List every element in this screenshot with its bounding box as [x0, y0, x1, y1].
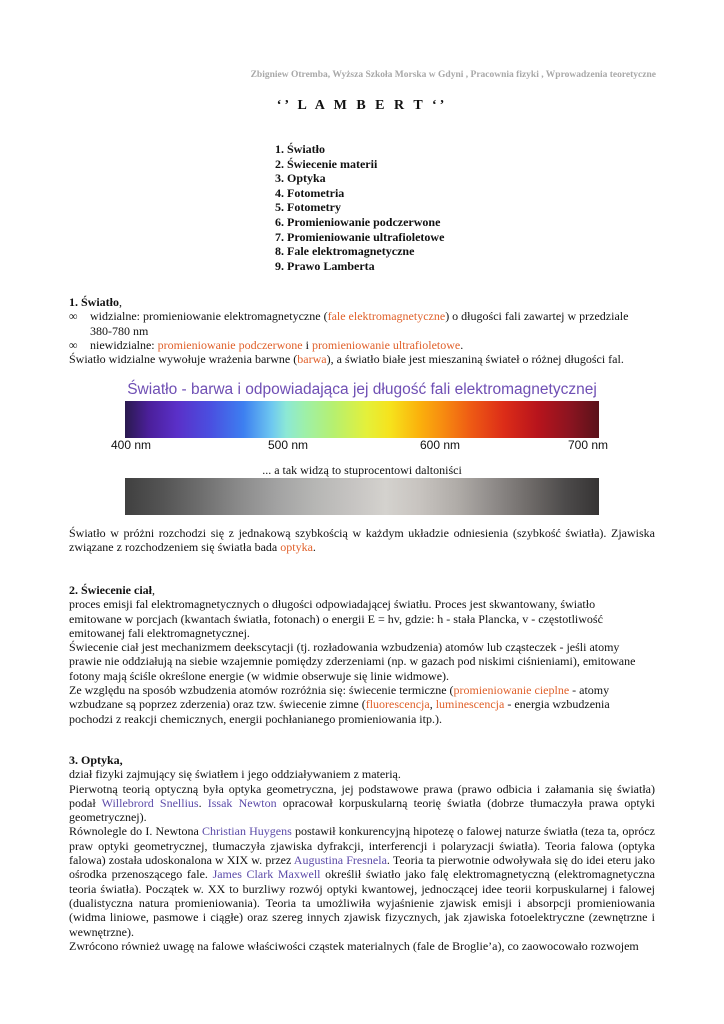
text-line: wzbudzane są poprzez zderzenia) oraz tzw. świecenie zimne (fluorescencja, luminescencja - energia wzbudzenia: [69, 697, 610, 712]
spectrum-label-700: 700 nm: [568, 438, 609, 452]
link-augustina-fresnela[interactable]: Augustina Fresnela: [293, 853, 387, 868]
section-heading: 3. Optyka,: [69, 753, 123, 767]
text-line: Świecenie ciał jest mechanizmem deekscytacji (tj. rozładowania wzbudzenia) atomów lub cząsteczek - jeśli atomy: [69, 640, 620, 655]
paragraph: Pierwotną teorią optyczną była optyka geometryczna, jej podstawowe prawa (prawo odbicia i załamania się światła) podał Willebrord Snellius. Issak Newton opracował korpuskularną teorię światła (dobrze tłumaczyła prawa optyki geometrycznej).: [69, 781, 656, 825]
toc-item: 6. Promieniowanie podczerwone: [275, 214, 441, 229]
text-line: pochodzi z reakcji chemicznych, energii pochłanianego promieniowania itp.).: [69, 711, 442, 726]
bullet-visible-range: 380-780 nm: [90, 323, 149, 338]
link-promieniowanie-ultrafioletowe[interactable]: promieniowanie ultrafioletowe: [311, 337, 461, 352]
toc-item: 4. Fotometria: [275, 185, 345, 200]
toc-item: 7. Promieniowanie ultrafioletowe: [275, 229, 445, 244]
text-line: fotony mają ściśle określone energie (w widmie obserwuje się linie widmowe).: [69, 668, 450, 683]
infinity-bullet-icon: ∞: [69, 309, 78, 324]
page-header: Zbigniew Otremba, Wyższa Szkoła Morska w Gdyni , Pracownia fizyki , Wprowadzenia teoretyczne: [250, 70, 656, 80]
toc-item: 9. Prawo Lamberta: [275, 258, 375, 273]
text-line: emitowanej fali elektromagnetycznej.: [69, 625, 250, 640]
text-line: prawie nie oddziałują na siebie wzajemnie pomiędzy zderzeniami (np. w gazach pod niskimi ciśnieniami), emitowane: [69, 654, 636, 669]
paragraph-light-speed: Światło w próżni rozchodzi się z jednakową szybkością w każdym układzie odniesienia (szybkość światła). Zjawiska związane z rozchodzeniem się światła bada optyka.: [69, 526, 655, 555]
toc-item: 2. Świecenie materii: [275, 156, 378, 171]
section-swiecenie-cial: [69, 583, 655, 726]
table-of-contents: [275, 142, 444, 273]
text-line: proces emisji fal elektromagnetycznych o długości odpowiadającej światłu. Proces jest skwantowany, światło: [69, 597, 596, 612]
paragraph: Światło widzialne wywołuje wrażenia barwne (barwa), a światło białe jest mieszaniną świateł o różnej długości fal.: [69, 352, 624, 367]
spectrum-label-600: 600 nm: [420, 438, 461, 452]
daltonist-caption: ... a tak widzą to stuprocentowi daltoniści: [262, 463, 462, 477]
link-christian-huygens[interactable]: Christian Huygens: [201, 824, 292, 839]
spectrum-label-400: 400 nm: [111, 438, 152, 452]
link-promieniowanie-podczerwone[interactable]: promieniowanie podczerwone: [157, 337, 303, 352]
document-title: ‘’ L A M B E R T ‘’: [276, 98, 448, 113]
toc-item: 3. Optyka: [275, 171, 326, 186]
text-line: Zwrócono również uwagę na falowe właściwości cząstek materialnych (fale de Broglie’a), co zaowocowało rozwojem: [69, 938, 639, 953]
link-issak-newton[interactable]: Issak Newton: [207, 795, 277, 810]
text-line: Ze względu na sposób wzbudzenia atomów rozróżnia się: świecenie termiczne (promieniowanie cieplne - atomy: [69, 683, 610, 698]
toc-item: 1. Światło: [275, 142, 326, 156]
section-swiatlo: [69, 295, 655, 366]
section-heading: 2. Świecenie ciał,: [69, 583, 155, 597]
link-fale-elektromagnetyczne[interactable]: fale elektromagnetyczne: [327, 309, 446, 324]
paragraph: Równolegle do I. Newtona Christian Huygens postawił konkurencyjną hipotezę o falowej naturze światła (teza ta, oprócz praw optyki geometrycznej, tłumaczyła zjawiska dyfrakcji, interferencji i polaryzacji światła). Teoria falowa (optyka falowa) została udoskonalona w XIX w. przez Augustina Fresnela. Teoria ta pierwotnie odwoływała się do idei eteru jako ośrodka przenoszącego fale. James Clark Maxwell określił światło jako falę elektromagnetyczną (elektromagnetyczna teoria światła). Początek w. XX to burzliwy rozwój optyki kwantowej, jednoczącej idee teorii korpuskularnej i falowej (dualistyczna natura promieniowania). Teoria ta umożliwiła wyjaśnienie zjawisk emisji i absorpcji promieniowania (widma liniowe, pasmowe i ciągłe) oraz szereg innych zjawisk fizycznych, jak zjawiska fotoelektryczne (zewnętrzne i wewnętrzne).: [69, 824, 656, 939]
text-line: emitowane w porcjach (kwantach światła, fotonach) o energii E = hv, gdzie: h - stała Plancka, v - częstotliwość: [69, 611, 603, 626]
bullet-invisible: ∞ niewidzialne: promieniowanie podczerwone i promieniowanie ultrafioletowe.: [69, 337, 464, 352]
link-fluorescencja[interactable]: fluorescencja: [365, 697, 430, 712]
toc-item: 5. Fotometry: [275, 200, 341, 215]
spectrum-label-500: 500 nm: [268, 438, 309, 452]
link-optyka[interactable]: optyka: [280, 540, 313, 555]
infinity-bullet-icon: ∞: [69, 337, 78, 352]
section-heading: 1. Światło,: [69, 295, 123, 309]
link-luminescencja[interactable]: luminescencja: [435, 697, 505, 712]
spectrum-title: Światło - barwa i odpowiadająca jej długość fali elektromagnetycznej: [127, 381, 597, 398]
bullet-visible: ∞ widzialne: promieniowanie elektromagnetyczne (fale elektromagnetyczne) o długości fali zawartej w przedziale: [69, 309, 629, 324]
grayscale-spectrum-bar: [125, 478, 599, 515]
section-optyka: [69, 753, 655, 953]
link-barwa[interactable]: barwa: [297, 352, 327, 367]
link-willebrord-snellius[interactable]: Willebrord Snellius: [101, 795, 199, 810]
toc-item: 8. Fale elektromagnetyczne: [275, 244, 415, 259]
text-line: dział fizyki zajmujący się światłem i jego oddziaływaniem z materią.: [69, 767, 401, 782]
color-spectrum-bar: [125, 401, 599, 438]
link-promieniowanie-cieplne[interactable]: promieniowanie cieplne: [453, 683, 570, 698]
link-james-clark-maxwell[interactable]: James Clark Maxwell: [212, 867, 321, 882]
